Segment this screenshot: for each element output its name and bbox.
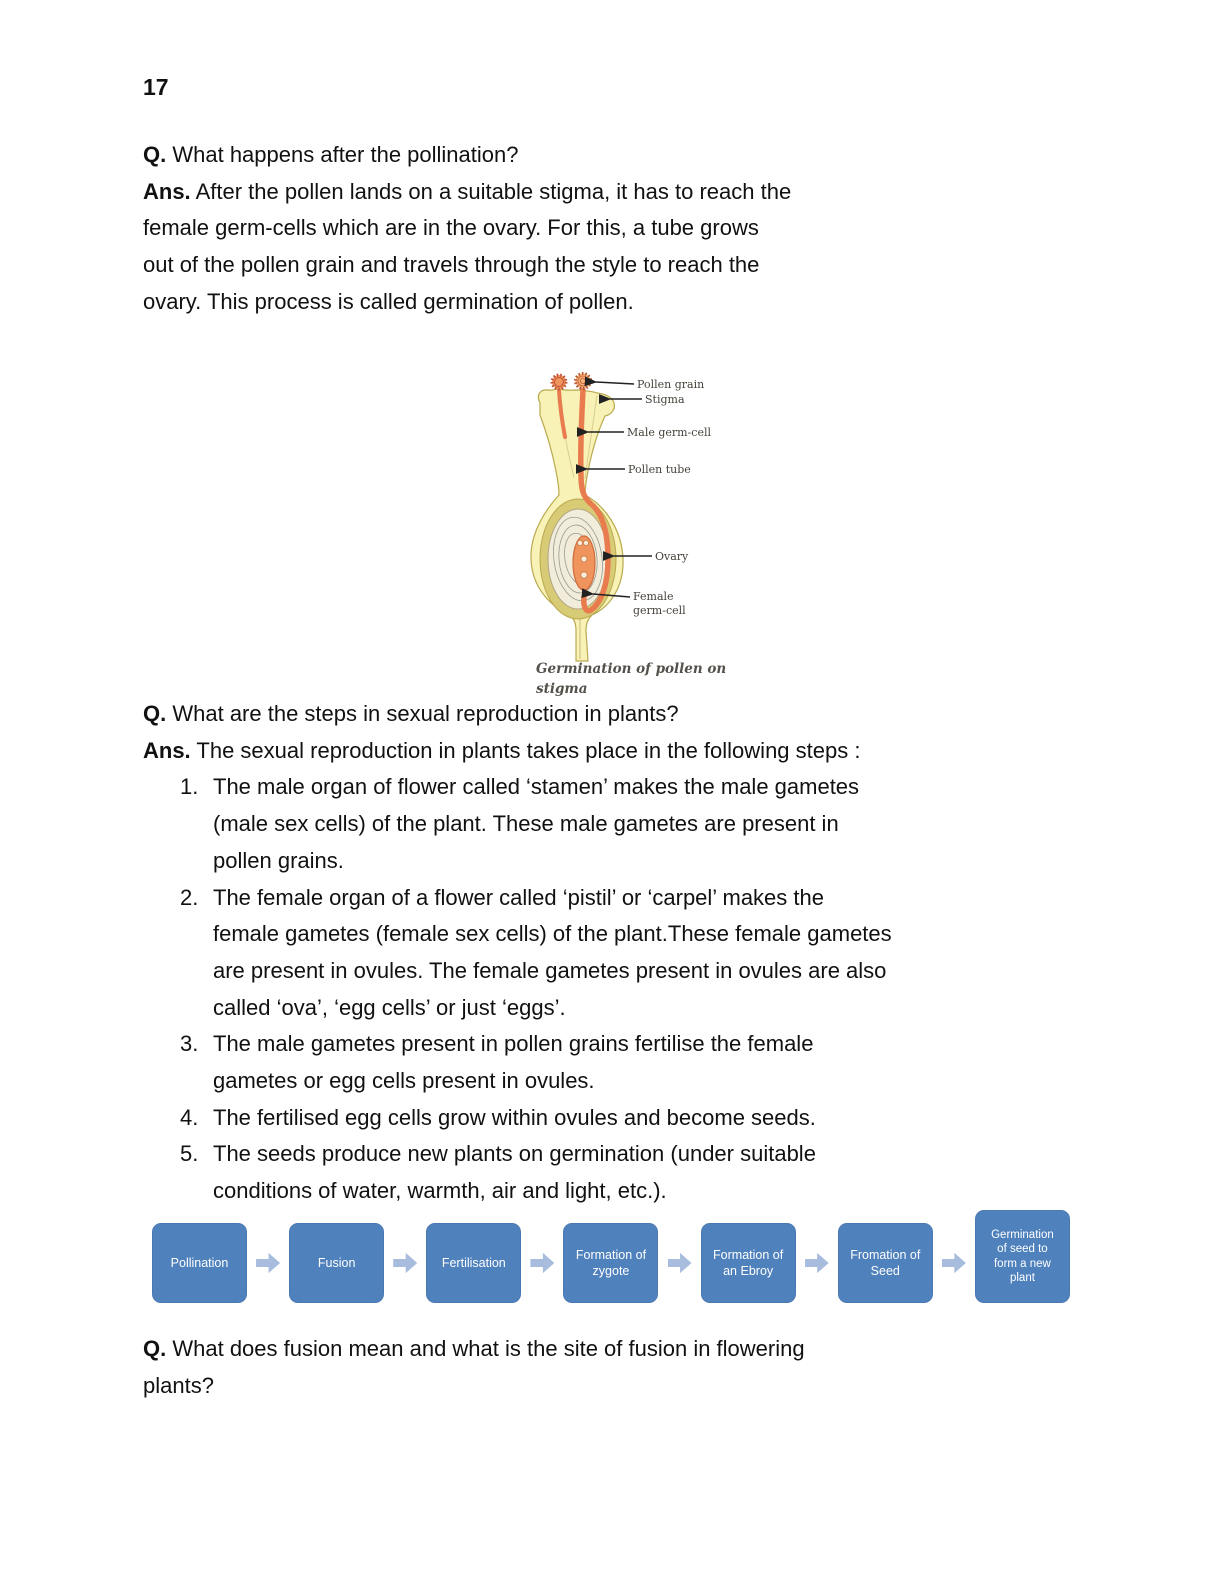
flow-step-fertilisation: Fertilisation: [426, 1223, 521, 1303]
answer-line: [143, 174, 1123, 211]
question-line-2: plants?: [143, 1372, 214, 1398]
list-item: [143, 1100, 1123, 1137]
list-item-text: The female organ of a flower called ‘pistil’ or ‘carpel’ makes the female gametes (female sex cells) of the plant.These female gametes are present in ovules. The female gametes present in ovules are also called ‘ova’, ‘egg cells’ or just ‘eggs’.: [213, 884, 892, 1020]
question-prefix: Q.: [143, 142, 167, 167]
flow-step-formation-of-zygote: Formation of zygote: [563, 1223, 658, 1303]
list-number: 2.: [180, 884, 199, 910]
list-item-text: The fertilised egg cells grow within ovules and become seeds.: [213, 1104, 816, 1130]
question-line: [143, 1331, 1123, 1368]
qa-block-fusion: [143, 1331, 1123, 1404]
label-female-germ-cell-2: germ-cell: [633, 604, 686, 617]
question-text: What does fusion mean and what is the site of fusion in flowering: [172, 1336, 805, 1361]
label-female-germ-cell: Female: [633, 590, 674, 603]
flow-step-germination: Germination of seed to form a new plant: [975, 1210, 1070, 1303]
label-pollen-grain: Pollen grain: [637, 378, 705, 391]
question-line: [143, 696, 1123, 733]
flow-step-formation-of-embryo: Formation of an Ebroy: [701, 1223, 796, 1303]
answer-prefix: Ans.: [143, 737, 191, 763]
qa-block-steps: [143, 696, 1123, 1210]
label-stigma: Stigma: [645, 393, 685, 406]
question-prefix: Q.: [143, 1336, 167, 1361]
flow-step-pollination: Pollination: [152, 1223, 247, 1303]
pollen-germination-figure: [500, 363, 770, 698]
list-number: 1.: [180, 774, 199, 800]
list-item: [143, 1136, 1123, 1209]
list-item: [143, 769, 1123, 879]
list-item: [143, 1026, 1123, 1099]
answer-text: The sexual reproduction in plants takes place in the following steps :: [196, 737, 861, 763]
flow-arrow-icon: [530, 1252, 554, 1274]
question-text: What are the steps in sexual reproduction in plants?: [172, 701, 679, 726]
answer-prefix: Ans.: [143, 178, 191, 204]
flowchart: [152, 1210, 1070, 1303]
list-item-text: The male gametes present in pollen grains fertilise the female gametes or egg cells present in ovules.: [213, 1031, 814, 1094]
answer-line: [143, 733, 1123, 770]
flow-arrow-icon: [256, 1252, 280, 1274]
label-arrow: [596, 382, 634, 384]
flow-step-fusion: Fusion: [289, 1223, 384, 1303]
question-text: What happens after the pollination?: [172, 142, 519, 167]
label-male-germ-cell: Male germ-cell: [627, 426, 712, 439]
list-item-text: The male organ of flower called ‘stamen’ makes the male gametes (male sex cells) of the plant. These male gametes are present in pollen grains.: [213, 774, 860, 873]
answer-text-continued: female germ-cells which are in the ovary. For this, a tube grows out of the pollen grain and travels through the style to reach the ovary. This process is called germination of pollen.: [143, 215, 760, 314]
list-number: 4.: [180, 1104, 199, 1130]
flow-step-formation-of-seed: Fromation of Seed: [838, 1223, 933, 1303]
page-number: 17: [143, 74, 169, 100]
flow-arrow-icon: [668, 1252, 692, 1274]
list-number: 5.: [180, 1141, 199, 1167]
flow-arrow-icon: [393, 1252, 417, 1274]
qa-block-pollination: [143, 137, 1123, 321]
male-germ-cell-dot: [578, 429, 584, 435]
list-number: 3.: [180, 1031, 199, 1057]
flow-arrow-icon: [805, 1252, 829, 1274]
flow-arrow-icon: [942, 1252, 966, 1274]
list-item-text: The seeds produce new plants on germination (under suitable conditions of water, warmth, air and light, etc.).: [213, 1141, 816, 1204]
answer-text: After the pollen lands on a suitable stigma, it has to reach the: [195, 178, 792, 204]
question-prefix: Q.: [143, 701, 167, 726]
list-item: [143, 880, 1123, 1027]
label-ovary: Ovary: [655, 550, 689, 563]
label-pollen-tube: Pollen tube: [628, 463, 691, 476]
figure-caption: Germination of pollen on stigma: [536, 661, 727, 697]
question-line: [143, 137, 1123, 174]
